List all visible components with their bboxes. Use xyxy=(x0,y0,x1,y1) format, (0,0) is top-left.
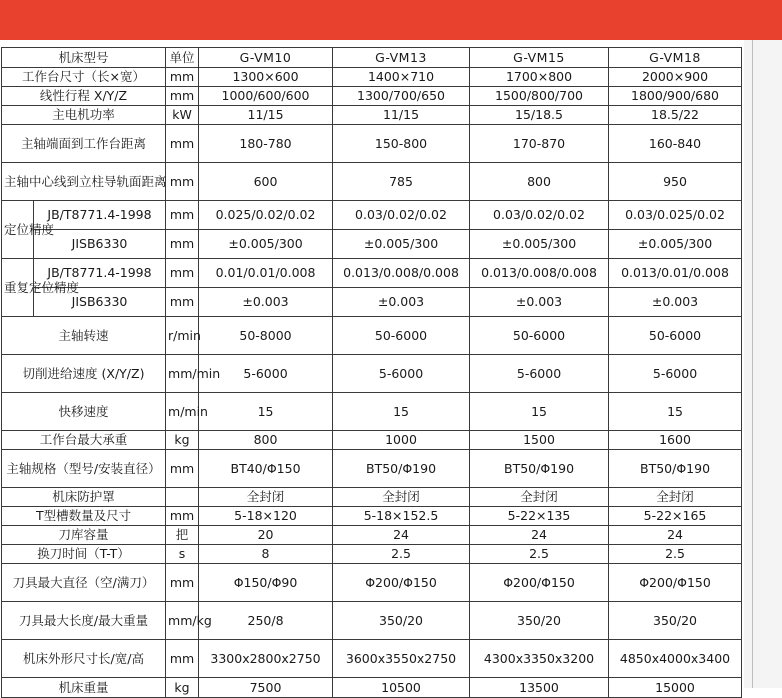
table-row xyxy=(2,678,742,698)
row-label: 机床防护罩 xyxy=(2,488,166,507)
header-model-3: G-VM15 xyxy=(470,48,609,68)
table-row xyxy=(2,163,742,201)
margin-line xyxy=(752,40,753,688)
cell-model-2: 5-18×152.5 xyxy=(333,507,470,526)
row-unit: mm xyxy=(166,163,199,201)
cell-model-4: 5-6000 xyxy=(609,355,742,393)
cell-model-2: 5-6000 xyxy=(333,355,470,393)
row-label: 工作台最大承重 xyxy=(2,431,166,450)
row-unit: mm xyxy=(166,450,199,488)
cell-model-3: 15 xyxy=(470,393,609,431)
cell-model-4: ±0.005/300 xyxy=(609,230,742,259)
row-label: 刀库容量 xyxy=(2,526,166,545)
row-unit xyxy=(166,488,199,507)
cell-model-2: 2.5 xyxy=(333,545,470,564)
cell-model-2: 11/15 xyxy=(333,106,470,125)
table-row xyxy=(2,545,742,564)
cell-model-3: 4300x3350x3200 xyxy=(470,640,609,678)
row-unit: r/min xyxy=(166,317,199,355)
cell-model-1: 5-18×120 xyxy=(199,507,333,526)
cell-model-3: 50-6000 xyxy=(470,317,609,355)
row-unit: mm xyxy=(166,125,199,163)
cell-model-1: 600 xyxy=(199,163,333,201)
cell-model-1: 全封闭 xyxy=(199,488,333,507)
cell-model-1: 0.01/0.01/0.008 xyxy=(199,259,333,288)
page-margin xyxy=(744,40,782,688)
cell-model-3: 0.013/0.008/0.008 xyxy=(470,259,609,288)
row-unit: mm xyxy=(166,564,199,602)
cell-model-2: 15 xyxy=(333,393,470,431)
cell-model-3: 15/18.5 xyxy=(470,106,609,125)
row-unit: mm/min xyxy=(166,355,199,393)
cell-model-3: 2.5 xyxy=(470,545,609,564)
cell-model-2: ±0.003 xyxy=(333,288,470,317)
cell-model-4: 18.5/22 xyxy=(609,106,742,125)
row-label: 工作台尺寸（长×宽） xyxy=(2,68,166,87)
row-unit: s xyxy=(166,545,199,564)
cell-model-3: 1500/800/700 xyxy=(470,87,609,106)
table-row xyxy=(2,201,742,230)
cell-model-4: BT50/Φ190 xyxy=(609,450,742,488)
cell-model-2: 50-6000 xyxy=(333,317,470,355)
cell-model-3: 1500 xyxy=(470,431,609,450)
cell-model-3: BT50/Φ190 xyxy=(470,450,609,488)
spec-table xyxy=(1,47,742,698)
cell-model-1: Φ150/Φ90 xyxy=(199,564,333,602)
cell-model-4: ±0.003 xyxy=(609,288,742,317)
row-label: 机床外形尺寸长/宽/高 xyxy=(2,640,166,678)
cell-model-2: 0.03/0.02/0.02 xyxy=(333,201,470,230)
cell-model-2: Φ200/Φ150 xyxy=(333,564,470,602)
table-row xyxy=(2,507,742,526)
row-label: 线性行程 X/Y/Z xyxy=(2,87,166,106)
cell-model-4: 950 xyxy=(609,163,742,201)
cell-model-3: 24 xyxy=(470,526,609,545)
table-row xyxy=(2,355,742,393)
row-label: 切削进给速度 (X/Y/Z) xyxy=(2,355,166,393)
cell-model-1: 20 xyxy=(199,526,333,545)
cell-model-1: 3300x2800x2750 xyxy=(199,640,333,678)
header-model-2: G-VM13 xyxy=(333,48,470,68)
row-unit: mm xyxy=(166,259,199,288)
cell-model-1: 5-6000 xyxy=(199,355,333,393)
table-row xyxy=(2,68,742,87)
cell-model-1: BT40/Φ150 xyxy=(199,450,333,488)
cell-model-3: ±0.005/300 xyxy=(470,230,609,259)
header-param: 机床型号 xyxy=(2,48,166,68)
cell-model-4: Φ200/Φ150 xyxy=(609,564,742,602)
cell-model-1: 50-8000 xyxy=(199,317,333,355)
table-row xyxy=(2,640,742,678)
top-banner xyxy=(0,0,782,40)
row-unit: mm xyxy=(166,201,199,230)
table-row xyxy=(2,259,742,288)
row-label: 主轴转速 xyxy=(2,317,166,355)
cell-model-1: 800 xyxy=(199,431,333,450)
table-row xyxy=(2,450,742,488)
cell-model-4: 350/20 xyxy=(609,602,742,640)
cell-model-2: ±0.005/300 xyxy=(333,230,470,259)
row-label: 主电机功率 xyxy=(2,106,166,125)
cell-model-3: 13500 xyxy=(470,678,609,698)
cell-model-4: 15000 xyxy=(609,678,742,698)
cell-model-4: 5-22×165 xyxy=(609,507,742,526)
cell-model-3: 800 xyxy=(470,163,609,201)
row-label: JISB6330 xyxy=(34,230,166,259)
cell-model-1: 1000/600/600 xyxy=(199,87,333,106)
cell-model-3: 5-22×135 xyxy=(470,507,609,526)
cell-model-2: 1400×710 xyxy=(333,68,470,87)
cell-model-4: 1800/900/680 xyxy=(609,87,742,106)
row-unit: mm xyxy=(166,640,199,678)
cell-model-3: 350/20 xyxy=(470,602,609,640)
cell-model-1: 7500 xyxy=(199,678,333,698)
cell-model-2: 10500 xyxy=(333,678,470,698)
row-label: 主轴端面到工作台距离 xyxy=(2,125,166,163)
cell-model-4: 160-840 xyxy=(609,125,742,163)
cell-model-2: 24 xyxy=(333,526,470,545)
table-row xyxy=(2,564,742,602)
row-label: 刀具最大直径（空/满刀） xyxy=(2,564,166,602)
row-unit: mm xyxy=(166,288,199,317)
row-label: 换刀时间（T-T） xyxy=(2,545,166,564)
row-unit: mm/kg xyxy=(166,602,199,640)
cell-model-1: 0.025/0.02/0.02 xyxy=(199,201,333,230)
header-model-4: G-VM18 xyxy=(609,48,742,68)
row-unit: kg xyxy=(166,678,199,698)
table-row xyxy=(2,106,742,125)
cell-model-2: 1300/700/650 xyxy=(333,87,470,106)
cell-model-4: 2000×900 xyxy=(609,68,742,87)
row-unit: mm xyxy=(166,87,199,106)
row-label: JISB6330 xyxy=(34,288,166,317)
row-label: 刀具最大长度/最大重量 xyxy=(2,602,166,640)
header-unit: 单位 xyxy=(166,48,199,68)
table-row xyxy=(2,317,742,355)
row-unit: m/min xyxy=(166,393,199,431)
cell-model-4: 15 xyxy=(609,393,742,431)
cell-model-4: 全封闭 xyxy=(609,488,742,507)
cell-model-3: 5-6000 xyxy=(470,355,609,393)
table-row xyxy=(2,288,742,317)
header-row xyxy=(2,48,742,68)
cell-model-4: 0.013/0.01/0.008 xyxy=(609,259,742,288)
table-row xyxy=(2,431,742,450)
cell-model-4: 50-6000 xyxy=(609,317,742,355)
table-row xyxy=(2,230,742,259)
cell-model-3: ±0.003 xyxy=(470,288,609,317)
cell-model-2: 3600x3550x2750 xyxy=(333,640,470,678)
header-model-1: G-VM10 xyxy=(199,48,333,68)
cell-model-2: BT50/Φ190 xyxy=(333,450,470,488)
row-label: T型槽数量及尺寸 xyxy=(2,507,166,526)
group-label-positioning: 定位精度 xyxy=(2,201,34,259)
cell-model-4: 24 xyxy=(609,526,742,545)
table-row xyxy=(2,87,742,106)
cell-model-2: 785 xyxy=(333,163,470,201)
table-row xyxy=(2,488,742,507)
cell-model-1: 1300×600 xyxy=(199,68,333,87)
cell-model-3: 0.03/0.02/0.02 xyxy=(470,201,609,230)
row-label: 机床重量 xyxy=(2,678,166,698)
cell-model-2: 150-800 xyxy=(333,125,470,163)
cell-model-3: 1700×800 xyxy=(470,68,609,87)
table-row xyxy=(2,526,742,545)
row-unit: kW xyxy=(166,106,199,125)
cell-model-2: 0.013/0.008/0.008 xyxy=(333,259,470,288)
row-label: 主轴中心线到立柱导轨面距离 xyxy=(2,163,166,201)
row-unit: 把 xyxy=(166,526,199,545)
row-unit: kg xyxy=(166,431,199,450)
cell-model-1: ±0.005/300 xyxy=(199,230,333,259)
cell-model-4: 0.03/0.025/0.02 xyxy=(609,201,742,230)
cell-model-4: 1600 xyxy=(609,431,742,450)
cell-model-1: 11/15 xyxy=(199,106,333,125)
row-label: 主轴规格（型号/安装直径） xyxy=(2,450,166,488)
table-row xyxy=(2,393,742,431)
cell-model-1: 180-780 xyxy=(199,125,333,163)
cell-model-2: 1000 xyxy=(333,431,470,450)
row-unit: mm xyxy=(166,507,199,526)
row-label: JB/T8771.4-1998 xyxy=(34,201,166,230)
row-label: 快移速度 xyxy=(2,393,166,431)
cell-model-1: 250/8 xyxy=(199,602,333,640)
table-row xyxy=(2,125,742,163)
cell-model-1: 15 xyxy=(199,393,333,431)
cell-model-1: 8 xyxy=(199,545,333,564)
row-unit: mm xyxy=(166,230,199,259)
cell-model-3: Φ200/Φ150 xyxy=(470,564,609,602)
row-unit: mm xyxy=(166,68,199,87)
cell-model-1: ±0.003 xyxy=(199,288,333,317)
row-label: JB/T8771.4-1998 xyxy=(34,259,166,288)
cell-model-3: 全封闭 xyxy=(470,488,609,507)
group-label-repeatability: 重复定位精度 xyxy=(2,259,34,317)
cell-model-2: 全封闭 xyxy=(333,488,470,507)
cell-model-2: 350/20 xyxy=(333,602,470,640)
cell-model-3: 170-870 xyxy=(470,125,609,163)
cell-model-4: 4850x4000x3400 xyxy=(609,640,742,678)
cell-model-4: 2.5 xyxy=(609,545,742,564)
table-row xyxy=(2,602,742,640)
